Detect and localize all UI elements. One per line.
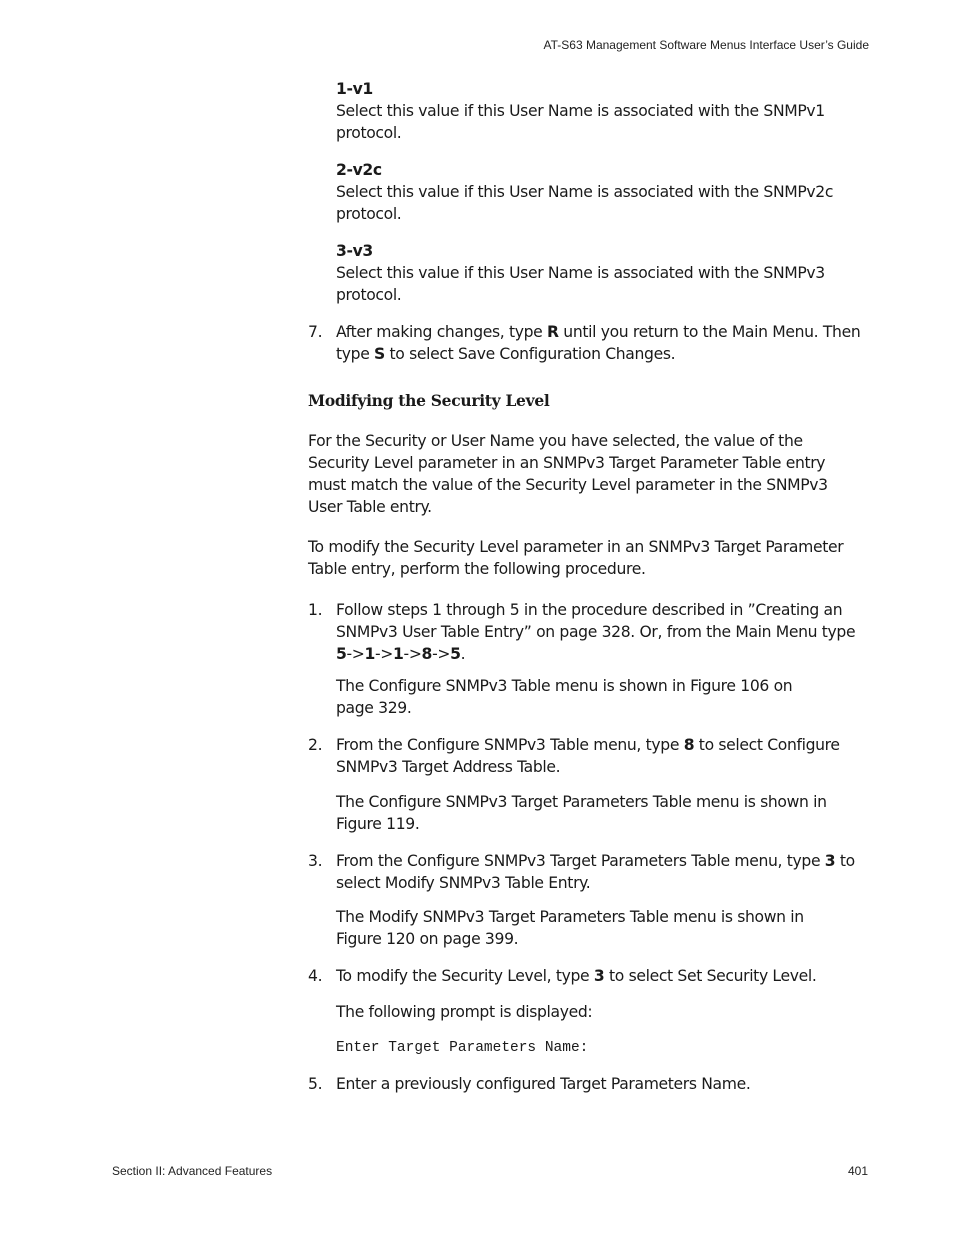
- option-v3-title: 3-v3: [336, 242, 373, 260]
- paragraph-procedure-intro: To modify the Security Level parameter in an SNMPv3 Target Parameter Table entry, perform the following procedure.: [308, 538, 844, 578]
- step-3-number: 3.: [308, 852, 323, 870]
- step-3-note: The Modify SNMPv3 Target Parameters Table menu is shown in Figure 120 on page 399.: [336, 908, 804, 948]
- step-2-number: 2.: [308, 736, 323, 754]
- running-header: AT-S63 Management Software Menus Interface User’s Guide: [543, 38, 869, 52]
- step-5-number: 5.: [308, 1075, 323, 1093]
- option-v1-title: 1-v1: [336, 80, 373, 98]
- prompt-code: Enter Target Parameters Name:: [336, 1040, 589, 1056]
- option-v2c-desc: Select this value if this User Name is associated with the SNMPv2c protocol.: [336, 183, 834, 223]
- option-v3-desc: Select this value if this User Name is associated with the SNMPv3 protocol.: [336, 264, 825, 304]
- step-5-text: Enter a previously configured Target Parameters Name.: [336, 1075, 751, 1093]
- step-4-note: The following prompt is displayed:: [336, 1003, 593, 1021]
- step-7-number: 7.: [308, 323, 323, 341]
- step-1-note: The Configure SNMPv3 Table menu is shown in Figure 106 on page 329.: [336, 677, 793, 717]
- section-heading: Modifying the Security Level: [308, 391, 550, 410]
- step-1-text: Follow steps 1 through 5 in the procedure described in ”Creating an SNMPv3 User Table Entry” on page 328. Or, from the Main Menu type 5->1->1->8->5.: [336, 601, 856, 663]
- step-2-note: The Configure SNMPv3 Target Parameters Table menu is shown in Figure 119.: [336, 793, 827, 833]
- paragraph-security-level: For the Security or User Name you have selected, the value of the Security Level parameter in an SNMPv3 Target Parameter Table entry must match the value of the Security Level parameter in the SNMPv3 User Table entry.: [308, 432, 828, 516]
- page-number: 401: [847, 1164, 868, 1178]
- option-v1-desc: Select this value if this User Name is associated with the SNMPv1 protocol.: [336, 102, 825, 142]
- option-v3: [336, 240, 876, 306]
- step-3-text: From the Configure SNMPv3 Target Parameters Table menu, type 3 to select Modify SNMPv3 Table Entry.: [336, 852, 855, 892]
- step-1-number: 1.: [308, 601, 323, 619]
- option-v2c: [336, 159, 876, 225]
- step-7-text: After making changes, type R until you return to the Main Menu. Then type S to select Save Configuration Changes.: [336, 323, 861, 363]
- option-v1: [336, 78, 876, 144]
- step-2-text: From the Configure SNMPv3 Table menu, type 8 to select Configure SNMPv3 Target Address Table.: [336, 736, 840, 776]
- option-v2c-title: 2-v2c: [336, 161, 382, 179]
- step-4-number: 4.: [308, 967, 323, 985]
- footer-section: Section II: Advanced Features: [112, 1164, 273, 1178]
- step-4-text: To modify the Security Level, type 3 to select Set Security Level.: [336, 967, 817, 985]
